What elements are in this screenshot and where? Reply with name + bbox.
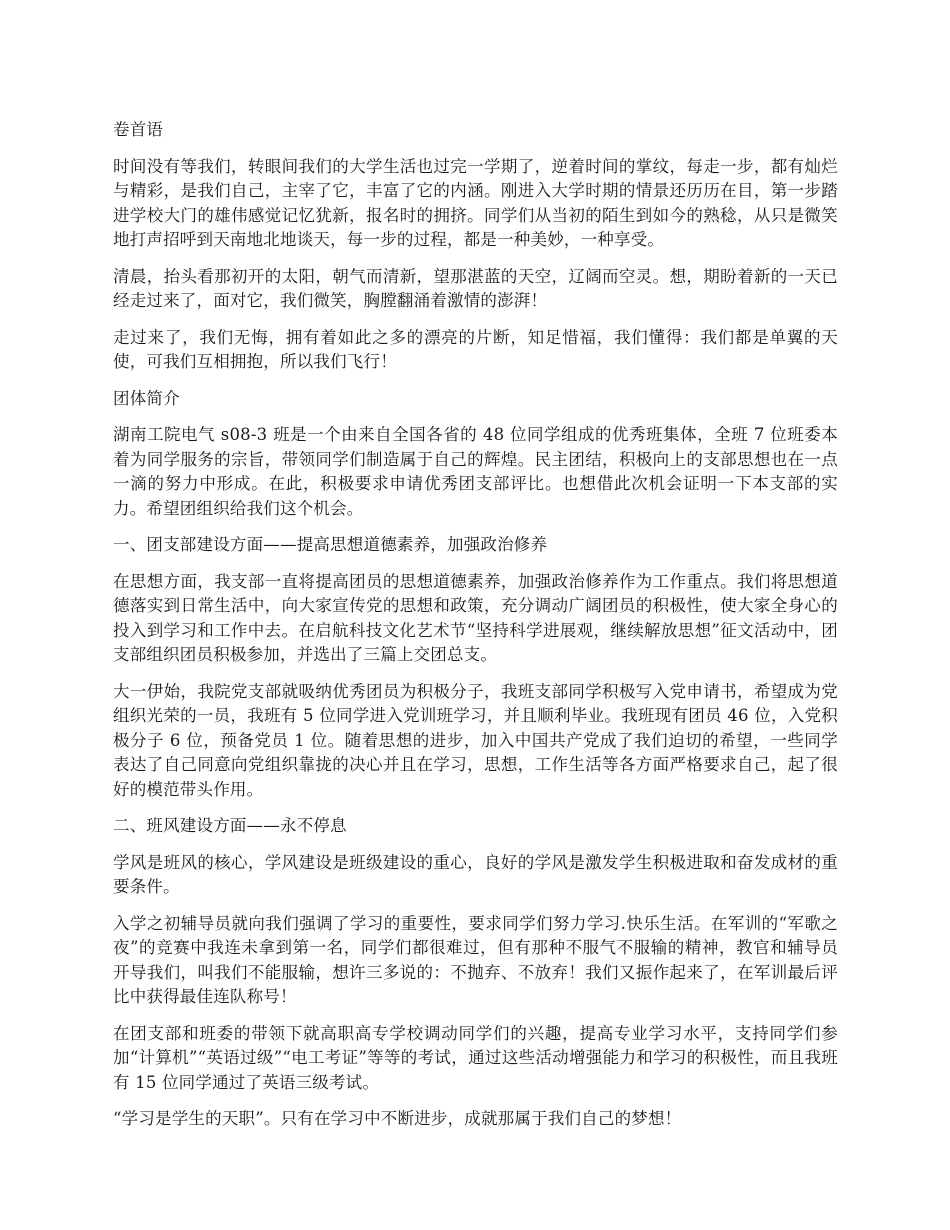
paragraph: 清晨，抬头看那初开的太阳，朝气而清新，望那湛蓝的天空，辽阔而空灵。想，期盼着新的一天已经走过来了，面对它，我们微笑，胸膛翻涌着激情的澎湃！ [113, 266, 838, 310]
paragraph: 入学之初辅导员就向我们强调了学习的重要性，要求同学们努力学习.快乐生活。在军训的“军歌之夜”的竞赛中我连未拿到第一名，同学们都很难过，但有那种不服气不服输的精神，教官和辅导员开导我们，叫我们不能服输，想许三多说的：不抛弃、不放弃！我们又振作起来了，在军训最后评比中获得最佳连队称号！ [113, 913, 838, 1006]
paragraph: 在团支部和班委的带领下就高职高专学校调动同学们的兴趣，提高专业学习水平，支持同学们参加“计算机”“英语过级”“电工考证”等等的考试，通过这些活动增强能力和学习的积极性，而且我班有 15 位同学通过了英语三级考试。 [113, 1023, 838, 1092]
paragraph: 湖南工院电气 s08-3 班是一个由来自全国各省的 48 位同学组成的优秀班集体，全班 7 位班委本着为同学服务的宗旨，带领同学们制造属于自己的辉煌。民主团结，积极向上的支部思想也在一点一滴的努力中形成。在此，积极要求申请优秀团支部评比。也想借此次机会证明一下本支部的实力。希望团组织给我们这个机会。 [113, 425, 838, 518]
paragraph: 大一伊始，我院党支部就吸纳优秀团员为积极分子，我班支部同学积极写入党申请书，希望成为党组织光荣的一员，我班有 5 位同学进入党训班学习，并且顺利毕业。我班现有团员 46 位，入党积极分子 6 位，预备党员 1 位。随着思想的进步，加入中国共产党成了我们迫切的希望，一些同学表达了自己同意向党组织靠拢的决心并且在学习，思想，工作生活等各方面严格要求自己，起了很好的模范带头作用。 [113, 681, 838, 799]
paragraph: 在思想方面，我支部一直将提高团员的思想道德素养，加强政治修养作为工作重点。我们将思想道德落实到日常生活中，向大家宣传党的思想和政策，充分调动广阔团员的积极性，使大家全身心的投入到学习和工作中去。在启航科技文化艺术节“坚持科学进展观，继续解放思想”征文活动中，团支部组织团员积极参加，并选出了三篇上交团总支。 [113, 571, 838, 664]
paragraph: 时间没有等我们，转眼间我们的大学生活也过完一学期了，逆着时间的掌纹，每走一步，都有灿烂与精彩，是我们自己，主宰了它，丰富了它的内涵。刚进入大学时期的情景还历历在目，第一步踏进学校大门的雄伟感觉记忆犹新，报名时的拥挤。同学们从当初的陌生到如今的熟稔，从只是微笑地打声招呼到天南地北地谈天，每一步的过程，都是一种美妙，一种享受。 [113, 156, 838, 249]
section-heading-class-style: 二、班风建设方面——永不停息 [113, 816, 347, 835]
paragraph: 走过来了，我们无悔，拥有着如此之多的漂亮的片断，知足惜福，我们懂得：我们都是单翼的天使，可我们互相拥抱，所以我们飞行！ [113, 327, 838, 371]
section-heading-league-branch: 一、团支部建设方面——提高思想道德素养，加强政治修养 [113, 535, 548, 554]
section-heading-group-intro: 团体简介 [113, 388, 180, 408]
paragraph: 学风是班风的核心，学风建设是班级建设的重心，良好的学风是激发学生积极进取和奋发成材的重要条件。 [113, 852, 838, 896]
document-page [113, 118, 838, 1144]
section-heading-foreword: 卷首语 [113, 120, 164, 139]
paragraph: “学习是学生的天职”。只有在学习中不断进步，成就那属于我们自己的梦想！ [113, 1109, 682, 1128]
